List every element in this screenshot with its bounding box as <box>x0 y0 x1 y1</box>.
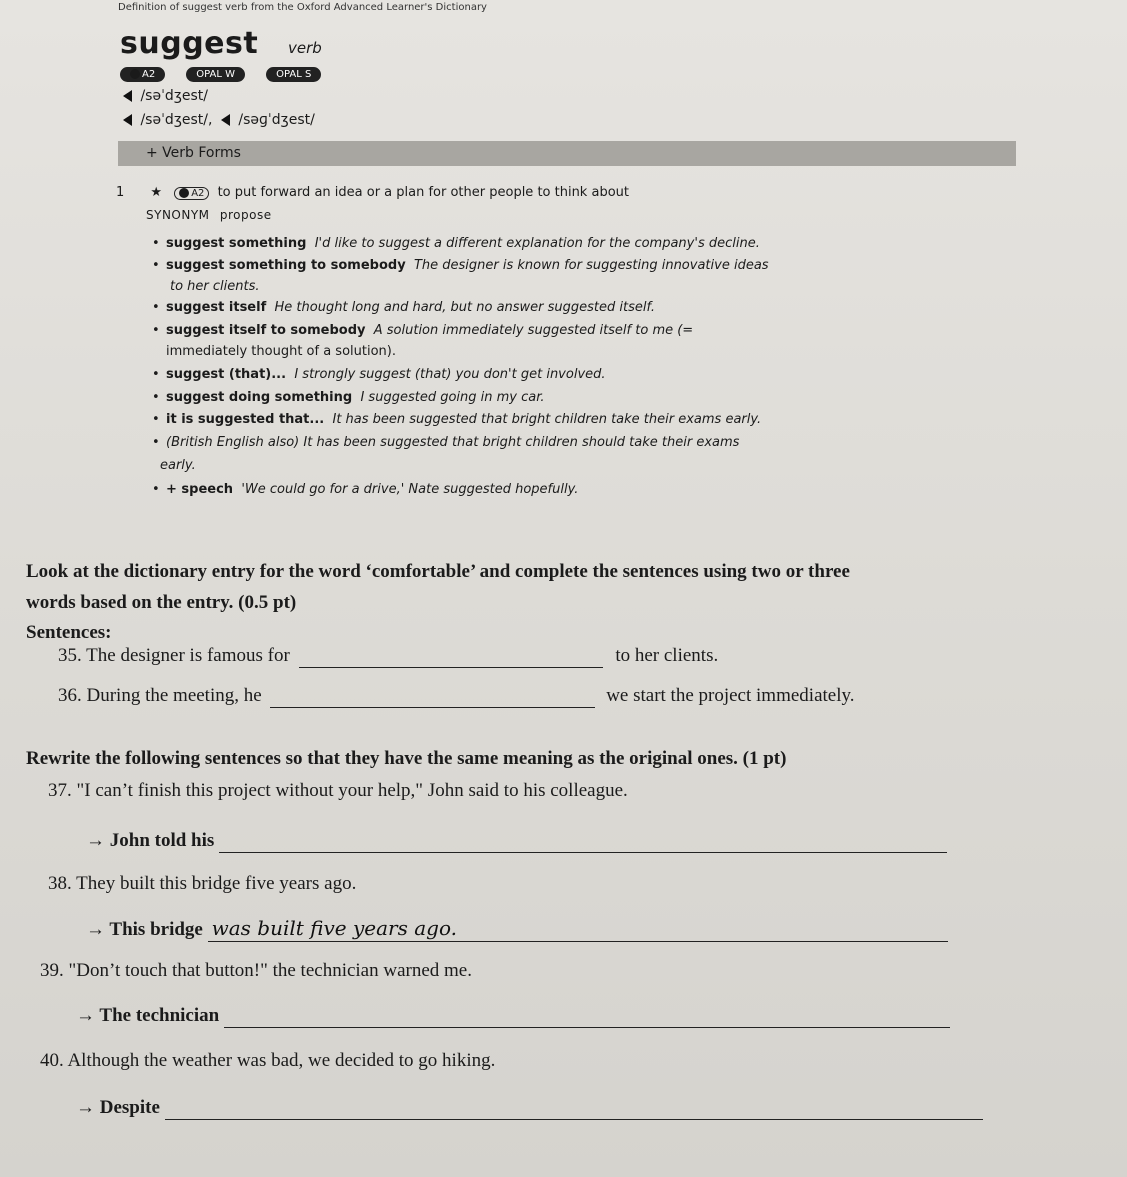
pron-us-text-2: /səɡˈdʒest/ <box>238 112 315 128</box>
level-tags <box>120 62 337 82</box>
verb-forms-label[interactable]: + Verb Forms <box>146 145 241 161</box>
answer-blank-38[interactable] <box>208 916 948 942</box>
handwritten-answer-38: was built five years ago. <box>211 916 457 940</box>
answer-blank-37[interactable] <box>219 830 947 853</box>
question-40: 40. Although the weather was bad, we decided to go hiking. <box>40 1050 496 1071</box>
rewrite-prompt-37: → John told his <box>86 830 947 853</box>
question-39: 39. "Don’t touch that button!" the technician warned me. <box>40 960 472 981</box>
speaker-icon[interactable] <box>123 114 132 126</box>
oxford-key-icon <box>130 69 140 79</box>
speaker-icon[interactable] <box>123 90 132 102</box>
sense-number: 1 <box>116 185 125 200</box>
example-line: • suggest (that)... I strongly suggest (that) you don't get involved. <box>152 367 606 382</box>
example-line: • suggest doing something I suggested going in my car. <box>152 390 545 405</box>
pron-us-text-1: /səˈdʒest/, <box>140 112 213 128</box>
example-line: • suggest something to somebody The designer is known for suggesting innovative ideas <box>152 258 769 273</box>
pron-uk-text: /səˈdʒest/ <box>140 88 209 104</box>
rewrite-prompt-40: → Despite <box>76 1097 983 1120</box>
sense-definition <box>116 185 629 200</box>
source-line: Definition of suggest verb from the Oxford Advanced Learner's Dictionary <box>118 2 487 13</box>
answer-blank-40[interactable] <box>165 1097 983 1120</box>
example-line: early. <box>160 458 196 473</box>
headword-text: suggest <box>120 26 259 61</box>
example-line: • suggest itself to somebody A solution immediately suggested itself to me (= <box>152 323 694 338</box>
verb-forms-bar[interactable] <box>118 141 1016 166</box>
synonym-line <box>146 208 272 222</box>
example-line: • (British English also) It has been suggested that bright children should take their exams <box>152 435 740 450</box>
example-line: immediately thought of a solution). <box>166 344 396 359</box>
example-line: to her clients. <box>170 279 260 294</box>
headword <box>120 26 258 61</box>
star-icon: ★ <box>150 185 163 200</box>
rewrite-instruction: Rewrite the following sentences so that they have the same meaning as the original ones. (1 pt) <box>26 748 787 769</box>
synonym-label: SYNONYM <box>146 208 210 222</box>
opal-w-tag: OPAL W <box>186 67 245 82</box>
rewrite-prompt-39: → The technician <box>76 1005 950 1028</box>
oxford-key-icon <box>179 188 189 198</box>
part-of-speech: verb <box>288 39 322 57</box>
definition-text: to put forward an idea or a plan for other people to think about <box>217 185 629 200</box>
answer-blank-36[interactable] <box>270 685 595 708</box>
question-38: 38. They built this bridge five years ago. <box>48 873 357 894</box>
sense-level-badge: A2 <box>174 187 209 200</box>
question-37: 37. "I can’t finish this project without your help," John said to his colleague. <box>48 780 628 801</box>
question-35: 35. The designer is famous for to her clients. <box>58 645 719 666</box>
synonym-word: propose <box>219 208 272 222</box>
pronunciation-uk <box>123 88 208 104</box>
sentences-label: Sentences: <box>26 622 112 643</box>
speaker-icon[interactable] <box>221 114 230 126</box>
exercise-instruction: words based on the entry. (0.5 pt) <box>26 592 297 613</box>
rewrite-prompt-38: → This bridge was built five years ago. <box>86 916 948 942</box>
example-line: • suggest something I'd like to suggest a different explanation for the company's decline. <box>152 236 760 251</box>
example-line: • suggest itself He thought long and hard, but no answer suggested itself. <box>152 300 655 315</box>
question-36: 36. During the meeting, he we start the project immediately. <box>58 685 855 706</box>
level-tag-a2: A2 <box>120 67 165 82</box>
example-line: • it is suggested that... It has been suggested that bright children take their exams early. <box>152 412 762 427</box>
pronunciation-us <box>123 112 315 128</box>
example-line: • + speech 'We could go for a drive,' Nate suggested hopefully. <box>152 482 579 497</box>
opal-s-tag: OPAL S <box>266 67 321 82</box>
answer-blank-35[interactable] <box>299 645 603 668</box>
answer-blank-39[interactable] <box>224 1005 950 1028</box>
exercise-instruction: Look at the dictionary entry for the word ‘comfortable’ and complete the sentences using two or three <box>26 561 850 582</box>
